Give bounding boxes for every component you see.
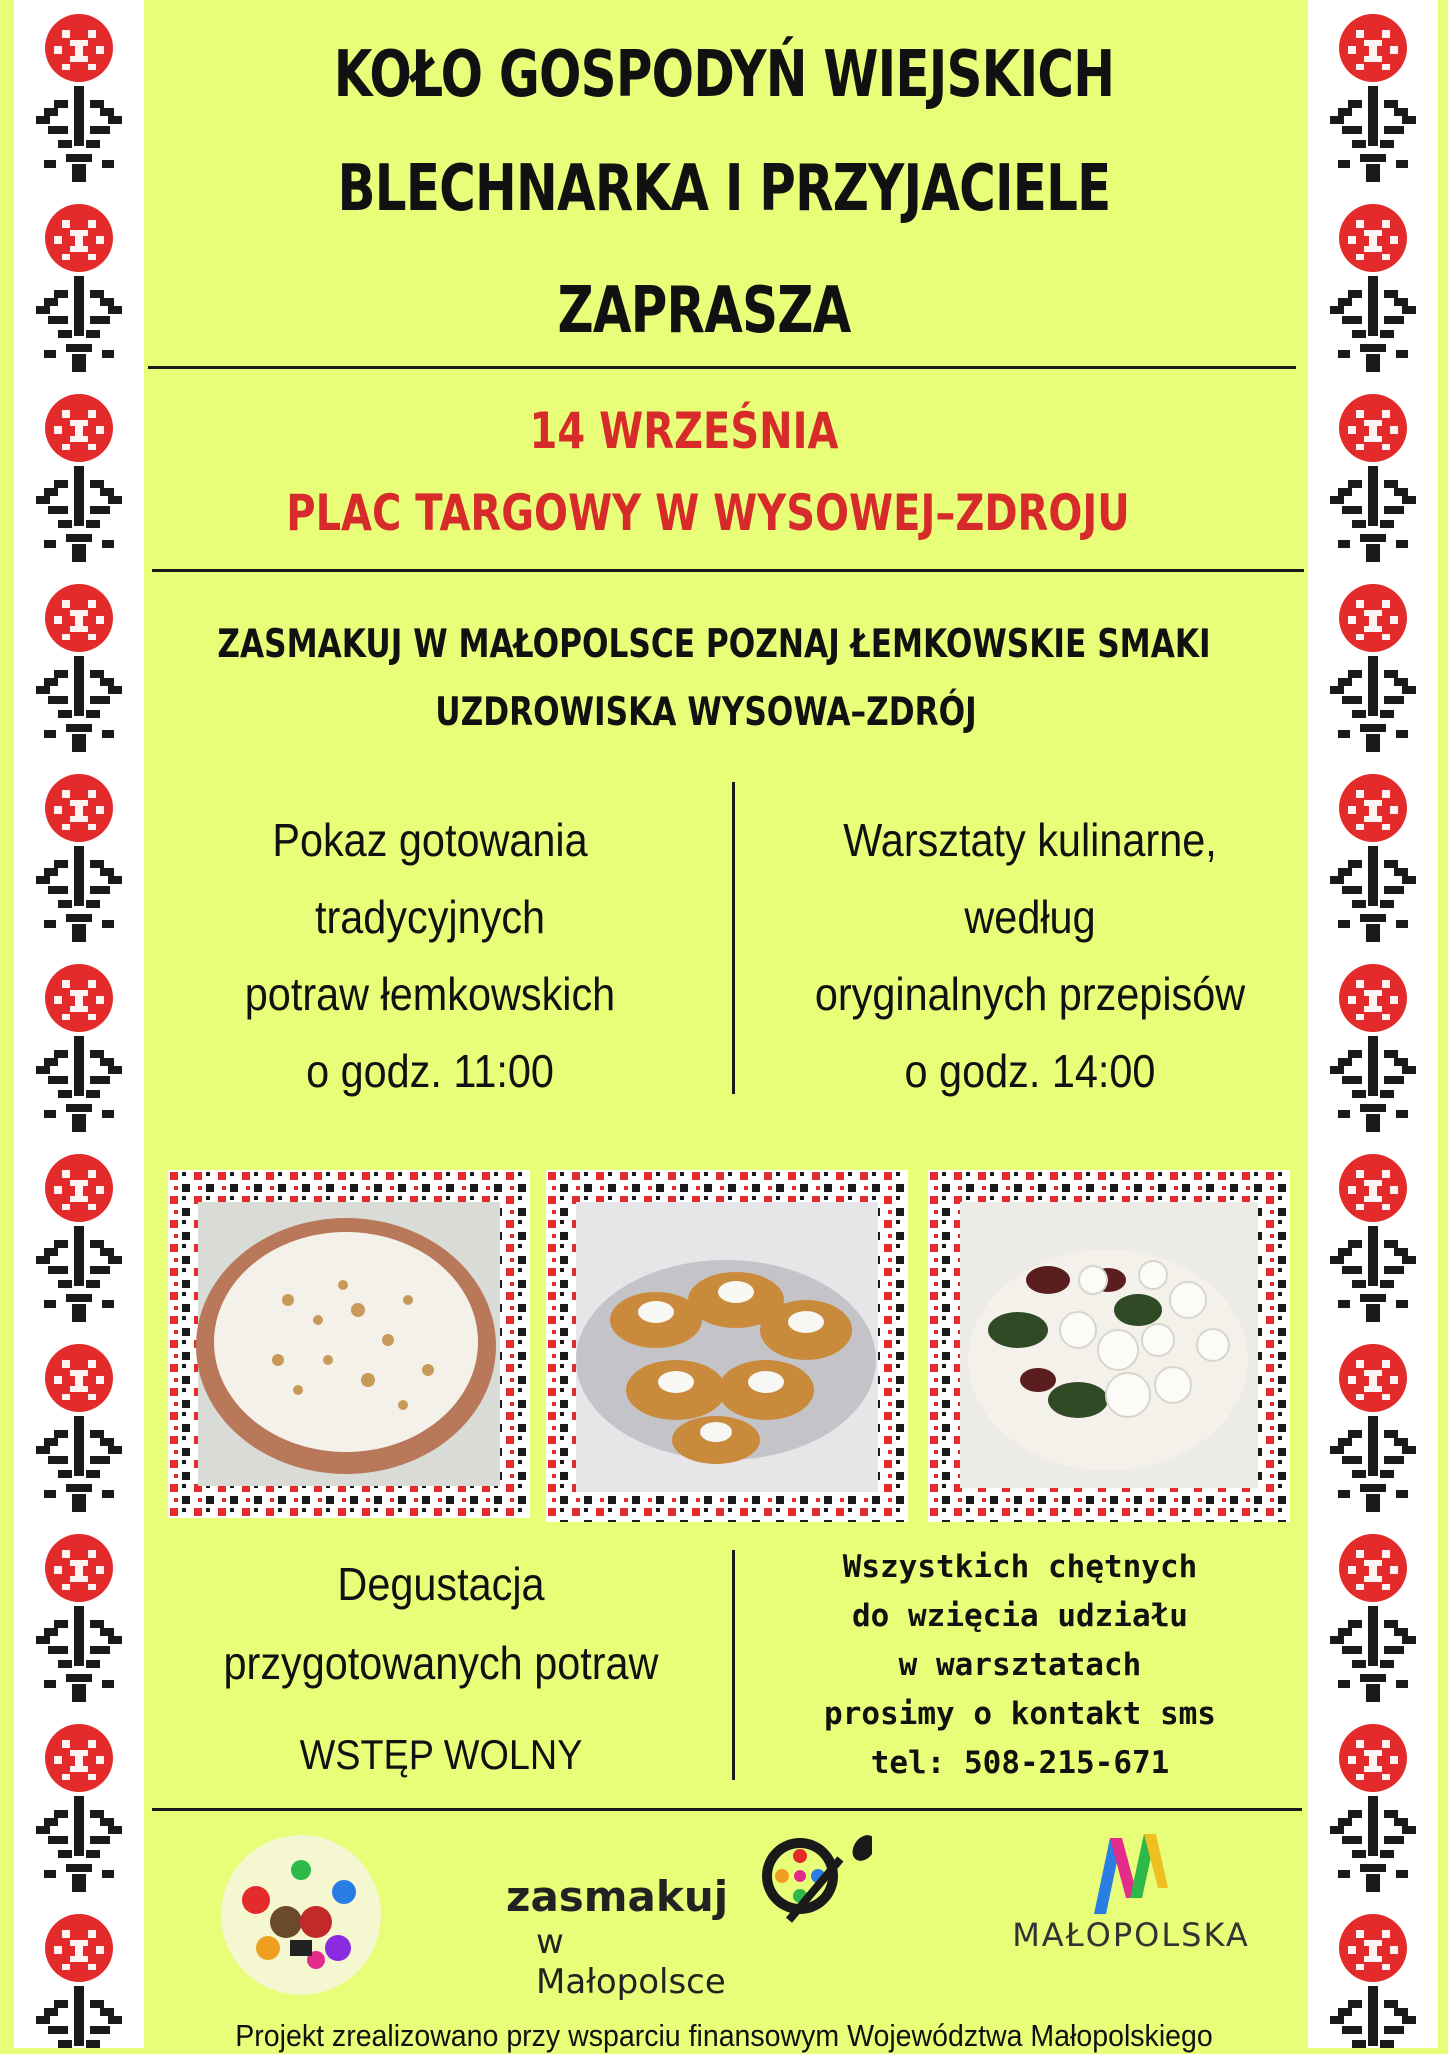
embroidery-border-left (14, 0, 144, 2048)
dish-photo-dumplings (928, 1170, 1290, 1522)
tasting-line-2: przygotowanych potraw (223, 1637, 659, 1689)
zasmakuj-logo (506, 1872, 746, 2002)
contact-line: do wzięcia udziału (852, 1598, 1188, 1634)
contact-line: prosimy o kontakt sms (824, 1696, 1216, 1732)
embroidery-border-right (1308, 0, 1438, 2048)
malopolska-logo-text: MAŁOPOLSKA (1012, 1916, 1250, 1954)
dish-photo-potato-pancakes (546, 1170, 908, 1522)
program-left-line: o godz. 11:00 (306, 1045, 554, 1097)
zasmakuj-logo-line-1: zasmakuj (506, 1872, 729, 1921)
program-left-line: tradycyjnych (314, 891, 546, 943)
kgw-logo (216, 1830, 386, 2000)
spoon-icon (752, 1828, 872, 1948)
title-line-2: BLECHNARKA I PRZYJACIELE (337, 152, 1111, 226)
tagline-line-1: ZASMAKUJ W MAŁOPOLSCE POZNAJ ŁEMKOWSKIE SMAKI (217, 622, 1211, 667)
contact-phone: tel: 508-215-671 (870, 1745, 1170, 1781)
program-right (796, 802, 1264, 1110)
contact-line: w warsztatach (898, 1647, 1142, 1683)
dish-photo-soup (168, 1170, 530, 1518)
tagline-line-2: UZDROWISKA WYSOWA–ZDRÓJ (435, 690, 977, 735)
event-place: PLAC TARGOWY W WYSOWEJ–ZDROJU (286, 484, 1130, 542)
bottom-separator (732, 1550, 735, 1780)
program-right-line: według (964, 891, 1096, 943)
zasmakuj-logo-line-2: w Małopolsce (536, 1922, 726, 2002)
program-left (205, 802, 655, 1110)
free-entry: WSTĘP WOLNY (299, 1731, 583, 1778)
contact-line: Wszystkich chętnych (842, 1549, 1198, 1585)
program-right-line: oryginalnych przepisów (814, 968, 1246, 1020)
program-left-line: potraw łemkowskich (244, 968, 616, 1020)
funding-footer: Projekt zrealizowano przy wsparciu finansowym Województwa Małopolskiego (235, 2018, 1213, 2053)
program-right-line: Warsztaty kulinarne, (843, 814, 1217, 866)
program-separator (732, 782, 735, 1094)
tasting-line-1: Degustacja (337, 1558, 545, 1610)
malopolska-logo-mark (1090, 1828, 1170, 1918)
title-line-1: KOŁO GOSPODYŃ WIEJSKICH (333, 38, 1115, 112)
event-date: 14 WRZEŚNIA (529, 402, 839, 460)
title-line-3: ZAPRASZA (557, 274, 851, 348)
program-right-line: o godz. 14:00 (904, 1045, 1156, 1097)
program-left-line: Pokaz gotowania (272, 814, 588, 866)
divider-bottom (152, 1808, 1302, 1811)
divider-mid (152, 569, 1304, 572)
divider-top (148, 366, 1296, 369)
tasting-block (203, 1545, 680, 1703)
contact-block (750, 1543, 1290, 1788)
